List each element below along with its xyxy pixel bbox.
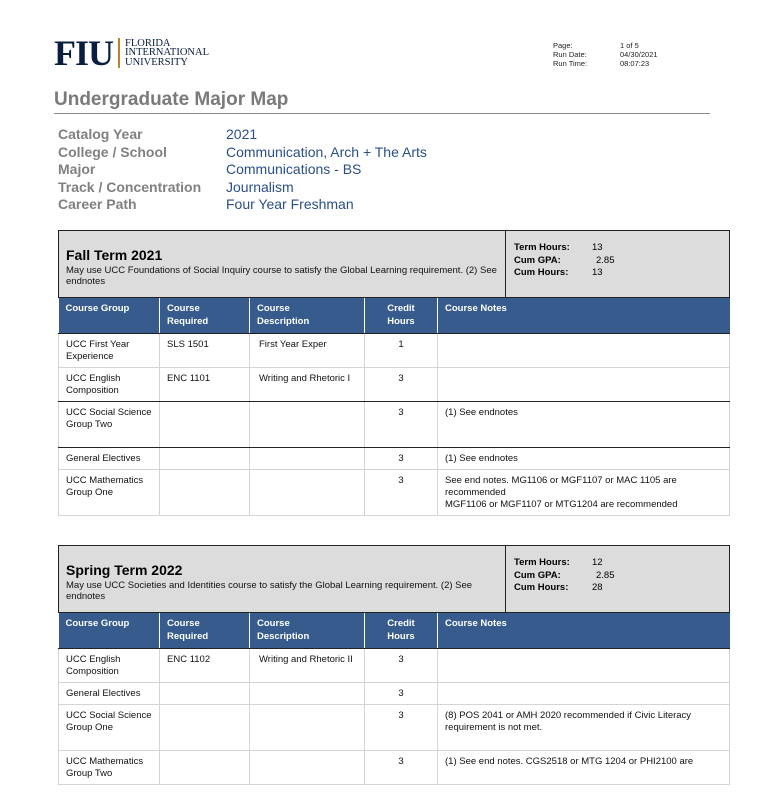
stat-label: Cum GPA: — [514, 254, 561, 266]
meta-career-path — [58, 196, 427, 214]
note-line: MGF1106 or MGF1107 or MTG1204 are recommended — [445, 498, 678, 510]
logo-line: UNIVERSITY — [125, 56, 188, 68]
cell-notes: (1) See end notes. CGS2518 or MTG 1204 or PHI2100 are — [438, 750, 730, 784]
cell-description — [250, 469, 365, 515]
meta-label: College / School — [58, 143, 167, 160]
cell-group: UCC Mathematics Group One — [59, 469, 160, 515]
cell-required: ENC 1102 — [160, 648, 250, 682]
stat-value: 28 — [592, 582, 603, 593]
cell-notes — [438, 333, 730, 367]
cell-notes — [438, 682, 730, 704]
table-row — [59, 682, 730, 704]
cell-hours: 3 — [365, 447, 438, 469]
cell-notes: (1) See endnotes — [438, 401, 730, 447]
course-table — [58, 298, 730, 516]
stat-value: 12 — [592, 557, 603, 568]
cell-group: UCC Social Science Group Two — [59, 401, 160, 447]
major-info — [58, 126, 427, 214]
meta-label: Major — [58, 161, 96, 177]
run-info — [553, 41, 658, 68]
cell-required — [160, 401, 250, 447]
term-header — [58, 545, 730, 613]
table-row — [59, 367, 730, 401]
cell-notes: (8) POS 2041 or AMH 2020 recommended if Civic Literacy requirement is not met. — [438, 704, 730, 750]
table-header-row — [59, 298, 730, 333]
term-spring-2022 — [58, 545, 730, 785]
cell-required — [160, 447, 250, 469]
stat-label: Cum Hours: — [514, 267, 569, 278]
cell-group: UCC First Year Experience — [59, 333, 160, 367]
logo-mark: FIU — [54, 33, 113, 73]
cell-description — [250, 750, 365, 784]
cell-group: General Electives — [59, 447, 160, 469]
stat-label: Cum GPA: — [514, 569, 561, 581]
cell-notes — [438, 469, 730, 515]
term-stats — [506, 231, 729, 297]
logo-divider — [118, 38, 120, 68]
cell-group: UCC Social Science Group One — [59, 704, 160, 750]
meta-value: Journalism — [226, 178, 294, 195]
cell-group: UCC English Composition — [59, 367, 160, 401]
logo-line: INTERNATIONAL — [125, 47, 209, 59]
meta-value: Communications - BS — [226, 161, 362, 177]
col-course-notes: Course Notes — [438, 613, 730, 648]
cell-description: First Year Exper — [250, 333, 365, 367]
table-row — [59, 401, 730, 447]
cell-hours: 3 — [365, 750, 438, 784]
cell-group: UCC Mathematics Group Two — [59, 750, 160, 784]
col-course-group: Course Group — [59, 298, 160, 333]
cell-required — [160, 682, 250, 704]
cell-hours: 3 — [365, 469, 438, 515]
cell-hours: 3 — [365, 648, 438, 682]
cell-required: SLS 1501 — [160, 333, 250, 367]
stat-term-hours — [514, 557, 729, 570]
cell-description: Writing and Rhetoric I — [250, 367, 365, 401]
table-row — [59, 704, 730, 750]
cell-group: General Electives — [59, 682, 160, 704]
cell-hours: 3 — [365, 367, 438, 401]
stat-value: 2.85 — [596, 254, 615, 266]
stat-cum-hours — [514, 582, 729, 595]
meta-label: Catalog Year — [58, 126, 143, 142]
meta-value: Four Year Freshman — [226, 196, 354, 212]
cell-hours: 3 — [365, 401, 438, 447]
cell-required — [160, 750, 250, 784]
logo-line: FLORIDA — [125, 37, 171, 49]
run-value: 1 of 5 — [620, 41, 639, 50]
run-label: Page: — [553, 41, 573, 50]
meta-track — [58, 179, 427, 197]
meta-catalog-year — [58, 126, 427, 144]
page-title: Undergraduate Major Map — [54, 89, 710, 114]
logo-wordmark — [125, 39, 209, 68]
run-info-page — [553, 41, 658, 50]
stat-term-hours — [514, 242, 729, 255]
fiu-logo — [54, 33, 209, 73]
course-table — [58, 613, 730, 785]
term-fall-2021 — [58, 230, 730, 516]
table-row — [59, 469, 730, 515]
meta-college — [58, 144, 427, 162]
term-title: Spring Term 2022 — [66, 562, 183, 578]
stat-cum-gpa — [514, 255, 729, 268]
table-header-row — [59, 613, 730, 648]
cell-description — [250, 682, 365, 704]
term-header — [58, 230, 730, 298]
stat-cum-hours — [514, 267, 729, 280]
stat-cum-gpa — [514, 570, 729, 583]
meta-value: Communication, Arch + The Arts — [226, 143, 427, 160]
cell-notes — [438, 648, 730, 682]
cell-required — [160, 469, 250, 515]
meta-label: Track / Concentration — [58, 178, 202, 195]
run-value: 04/30/2021 — [620, 50, 658, 59]
term-header-info — [59, 546, 506, 612]
stat-label: Term Hours: — [514, 557, 570, 568]
table-row — [59, 447, 730, 469]
cell-hours: 1 — [365, 333, 438, 367]
cell-notes — [438, 367, 730, 401]
term-note: May use UCC Societies and Identities course to satisfy the Global Learning requirement. (2) See endnotes — [66, 580, 473, 602]
col-course-description: Course Description — [250, 298, 365, 333]
cell-hours: 3 — [365, 682, 438, 704]
cell-description — [250, 401, 365, 447]
note-line: See end notes. MG1106 or MGF1107 or MAC 1105 are recommended — [445, 474, 677, 498]
run-info-time — [553, 59, 658, 68]
cell-description — [250, 704, 365, 750]
table-row — [59, 333, 730, 367]
cell-description: Writing and Rhetoric II — [250, 648, 365, 682]
term-title: Fall Term 2021 — [66, 247, 163, 263]
cell-hours: 3 — [365, 704, 438, 750]
table-row — [59, 750, 730, 784]
meta-label: Career Path — [58, 196, 137, 212]
term-header-info — [59, 231, 506, 297]
stat-label: Cum Hours: — [514, 582, 569, 593]
stat-value: 13 — [592, 242, 603, 253]
col-credit-hours: Credit Hours — [365, 613, 438, 648]
col-course-group: Course Group — [59, 613, 160, 648]
run-label: Run Date: — [553, 50, 587, 59]
stat-label: Term Hours: — [514, 242, 570, 253]
meta-value: 2021 — [226, 126, 258, 142]
term-note: May use UCC Foundations of Social Inquiry course to satisfy the Global Learning requirement. (2) See endnotes — [66, 265, 497, 287]
run-label: Run Time: — [553, 59, 588, 68]
col-course-required: Course Required — [160, 298, 250, 333]
run-info-date — [553, 50, 658, 59]
col-course-description: Course Description — [250, 613, 365, 648]
meta-major — [58, 161, 427, 179]
term-stats — [506, 546, 729, 612]
stat-value: 13 — [592, 267, 603, 278]
col-course-notes: Course Notes — [438, 298, 730, 333]
stat-value: 2.85 — [596, 569, 615, 581]
cell-notes: (1) See endnotes — [438, 447, 730, 469]
run-value: 08:07:23 — [620, 59, 650, 68]
cell-group: UCC English Composition — [59, 648, 160, 682]
cell-required — [160, 704, 250, 750]
cell-description — [250, 447, 365, 469]
col-course-required: Course Required — [160, 613, 250, 648]
table-row — [59, 648, 730, 682]
cell-required: ENC 1101 — [160, 367, 250, 401]
col-credit-hours: Credit Hours — [365, 298, 438, 333]
